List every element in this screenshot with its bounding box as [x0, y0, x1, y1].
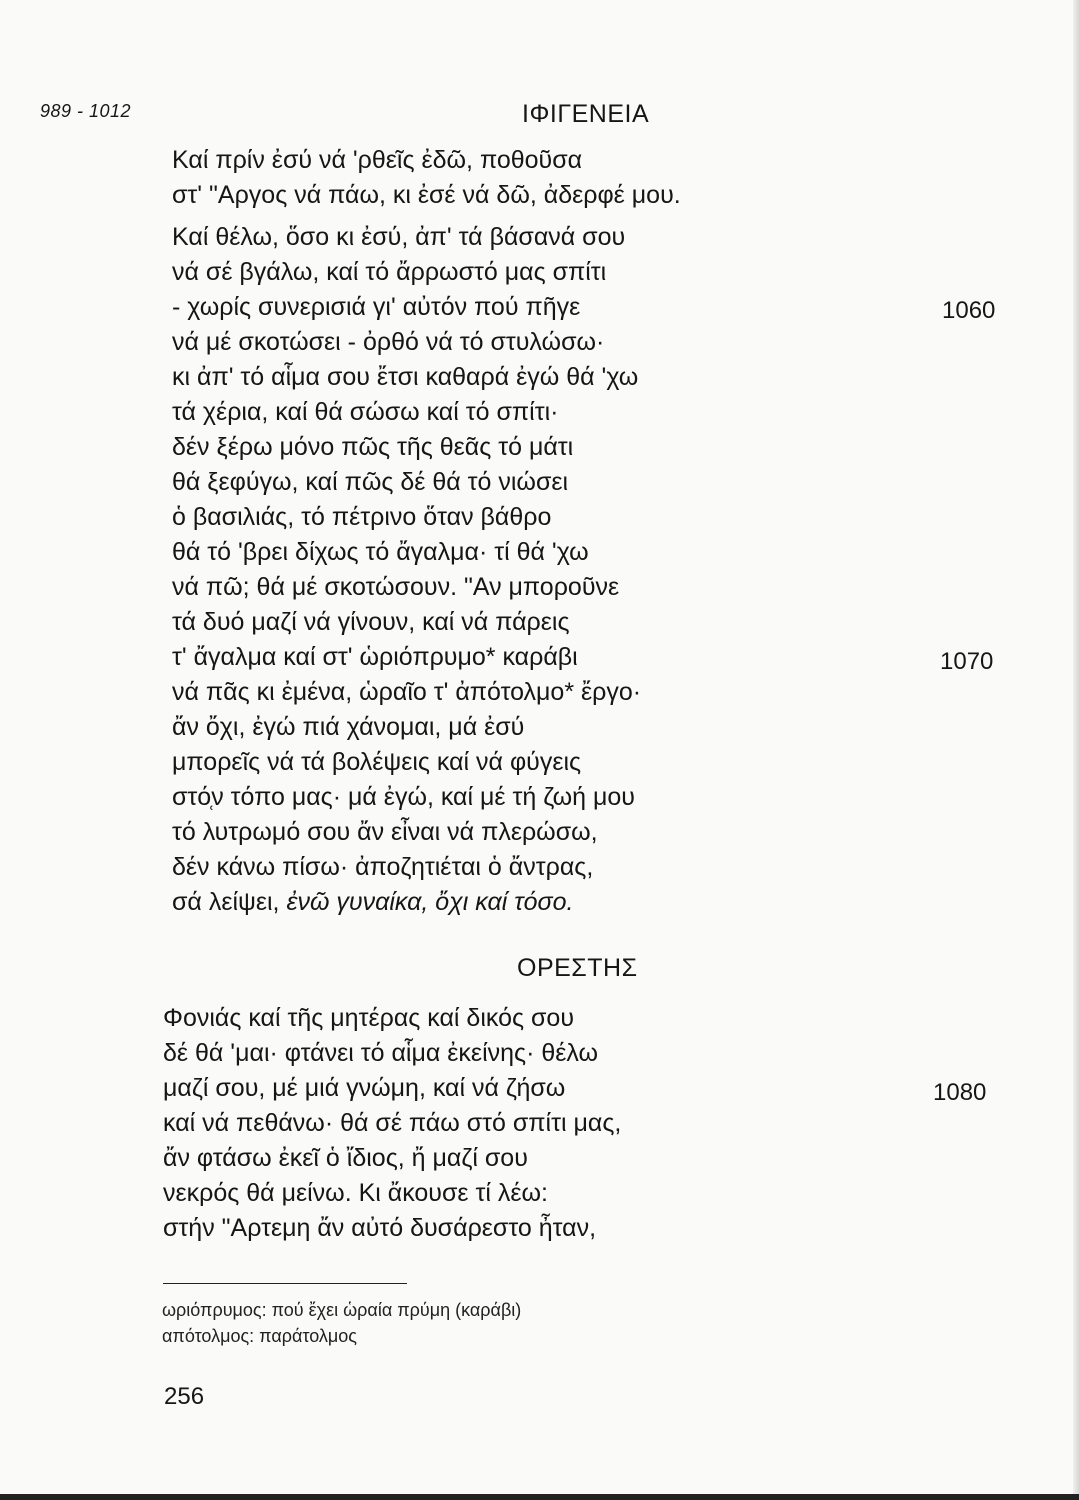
verse-text-italic: ἐνῶ γυναίκα, ὄχι καί τόσο.	[286, 888, 574, 916]
verse-line: δέν ξέρω μόνο πῶς τῆς θεᾶς τό μάτι	[172, 433, 574, 461]
verse-line: ἄν φτάσω ἐκεῖ ὁ ἴδιος, ἤ μαζί σου	[163, 1144, 528, 1172]
line-number: 1070	[940, 648, 994, 675]
verse-line: ὁ βασιλιάς, τό πέτρινο ὅταν βάθρο	[172, 503, 552, 531]
verse-line: θά τό 'βρει δίχως τό ἄγαλμα· τί θά 'χω	[172, 538, 589, 566]
verse-line: κι ἀπ' τό αἷμα σου ἔτσι καθαρά ἐγώ θά 'χω	[172, 363, 639, 391]
page-edge-shadow	[1073, 0, 1079, 1500]
verse-line: δέ θά 'μαι· φτάνει τό αἷμα ἐκείνης· θέλω	[163, 1039, 599, 1067]
verse-line-last	[172, 887, 573, 917]
verse-range: 989 - 1012	[40, 101, 132, 121]
verse-line: θά ξεφύγω, καί πῶς δέ θά τό νιώσει	[172, 468, 569, 496]
line-number: 1080	[933, 1079, 987, 1106]
verse-line: Φονιάς καί τῆς μητέρας καί δικός σου	[163, 1004, 574, 1032]
verse-line: νά σέ βγάλω, καί τό ἄρρωστό μας σπίτι	[172, 258, 607, 286]
verse-line: τά χέρια, καί θά σώσω καί τό σπίτι·	[172, 398, 559, 426]
verse-line: τ' ἄγαλμα καί στ' ὡριόπρυμο* καράβι	[172, 643, 578, 671]
verse-line: μπορεῖς νά τά βολέψεις καί νά φύγεις	[172, 748, 582, 776]
verse-line: στήν "Αρτεμη ἄν αὐτό δυσάρεστο ἦταν,	[163, 1214, 597, 1242]
page-title: ΙΦΙΓΕΝΕΙΑ	[522, 100, 650, 128]
scan-bottom-edge	[0, 1494, 1079, 1500]
page-number: 256	[164, 1383, 205, 1410]
line-number: 1060	[942, 297, 996, 324]
verse-line: δέν κάνω πίσω· ἀποζητιέται ὁ ἄντρας,	[172, 853, 594, 881]
verse-line: στό̜ν τόπο μας· μά ἐγώ, καί μέ τή ζωή μου	[172, 783, 635, 811]
speaker-name: ΟΡΕΣΤΗΣ	[517, 954, 638, 982]
footnote: ωριόπρυμος: πού ἔχει ὡραία πρύμη (καράβι)	[162, 1300, 522, 1320]
verse-line: τά δυό μαζί νά γίνουν, καί νά πάρεις	[172, 608, 570, 636]
verse-line: τό λυτρωμό σου ἄν εἶναι νά πλερώσω,	[172, 818, 598, 846]
verse-line: ἄν ὄχι, ἐγώ πιά χάνομαι, μά ἐσύ	[172, 713, 525, 741]
verse-line: νεκρός θά μείνω. Κι ἄκουσε τί λέω:	[163, 1179, 548, 1207]
verse-line: Καί πρίν ἐσύ νά 'ρθεῖς ἐδῶ, ποθοῦσα	[172, 146, 583, 174]
footnote: απότολμος: παράτολμος	[162, 1326, 357, 1346]
verse-line: μαζί σου, μέ μιά γνώμη, καί νά ζήσω	[163, 1074, 566, 1102]
verse-line: νά πᾶς κι ἐμένα, ὡραῖο τ' ἀπότολμο* ἔργο·	[172, 678, 642, 706]
footnote-divider	[163, 1283, 407, 1284]
verse-text-regular: σά λείψει,	[172, 888, 287, 916]
verse-line: - χωρίς συνερισιά γι' αὐτόν πού πῆγε	[172, 293, 581, 321]
verse-line: Καί θέλω, ὅσο κι ἐσύ, ἀπ' τά βάσανά σου	[172, 223, 626, 251]
verse-line: καί νά πεθάνω· θά σέ πάω στό σπίτι μας,	[163, 1109, 622, 1137]
verse-line: νά πῶ; θά μέ σκοτώσουν. "Αν μποροῦνε	[172, 573, 620, 601]
verse-line: στ' "Αργος νά πάω, κι ἐσέ νά δῶ, ἀδερφέ μου.	[172, 181, 681, 209]
verse-line: νά μέ σκοτώσει - ὀρθό νά τό στυλώσω·	[172, 328, 605, 356]
